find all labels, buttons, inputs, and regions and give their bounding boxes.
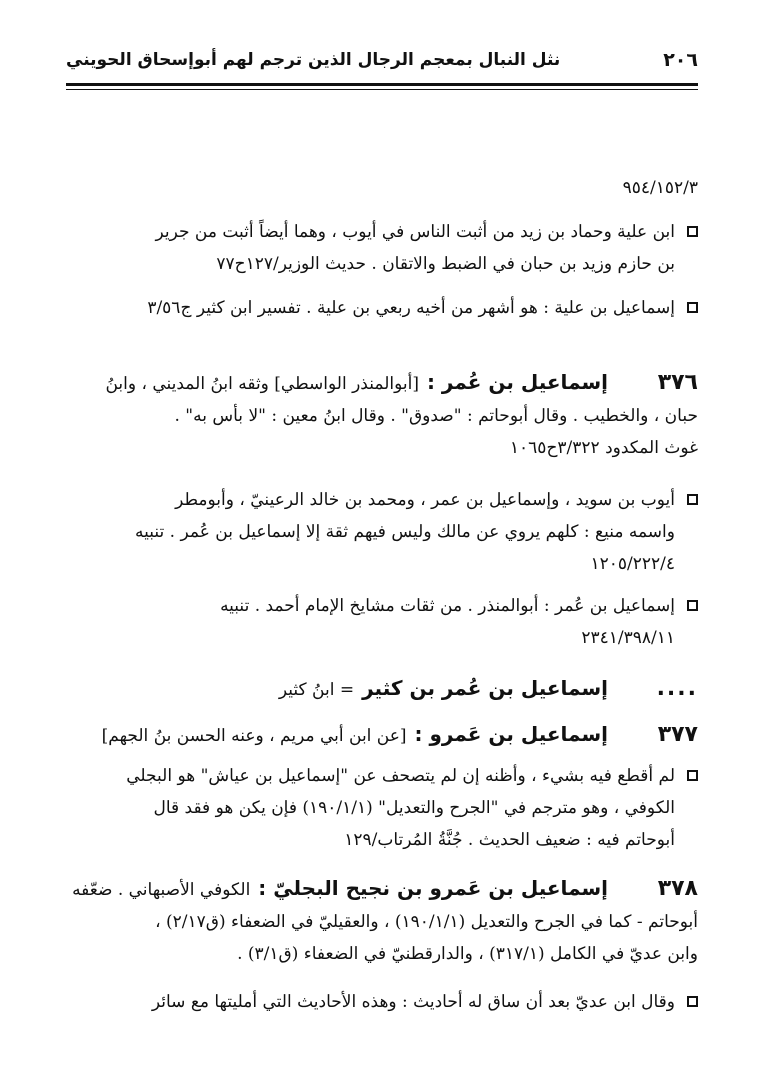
bullet-line: الكوفي ، وهو مترجم في "الجرح والتعديل" (١٩٠/١/١) فإن يكن هو فقد قال xyxy=(153,798,675,818)
entry-line: وابن عديّ في الكامل (٣١٧/١) ، والدارقطنيّ في الضعفاء (ق٣/١) . xyxy=(237,944,698,964)
entry-name: إسماعيل بن عُمر : xyxy=(426,370,608,394)
bullet-list-d xyxy=(66,986,698,1018)
entry-heading xyxy=(66,672,698,706)
entry-name: إسماعيل بن عَمرو : xyxy=(414,722,608,746)
entry-cross-reference xyxy=(66,672,698,706)
bullet-line: واسمه منيع : كلهم يروي عن مالك وليس فيهم ثقة إلا إسماعيل بن عُمر . تنبيه xyxy=(135,522,675,542)
entry-name: إسماعيل بن عُمر بن كثير xyxy=(362,676,608,700)
bullet-line: ٢٣٤١/٣٩٨/١١ xyxy=(581,628,675,648)
bullet-line: أيوب بن سويد ، وإسماعيل بن عمر ، ومحمد بن خالد الرعينيّ ، وأبومطر xyxy=(175,490,675,510)
bullet-line: ١٢٠٥/٢٢٢/٤ xyxy=(590,554,675,574)
bullet-line: بن حازم وزيد بن حبان في الضبط والاتقان . حديث الوزير/١٢٧ح٧٧ xyxy=(216,254,675,274)
square-bullet-icon xyxy=(687,770,698,781)
entry-378 xyxy=(66,872,698,970)
header-rule-thick xyxy=(66,83,698,86)
square-bullet-icon xyxy=(687,996,698,1007)
bullet-line: لم أقطع فيه بشيء ، وأظنه إن لم يتصحف عن "إسماعيل بن عياش" هو البجلي xyxy=(126,766,675,786)
bullet-list-b xyxy=(66,484,698,654)
bullet-item xyxy=(66,484,698,580)
bullet-item xyxy=(66,590,698,654)
square-bullet-icon xyxy=(687,494,698,505)
entry-description: الكوفي الأصبهاني . ضعّفه xyxy=(72,880,251,900)
entry-line: أبوحاتم - كما في الجرح والتعديل (١٩٠/١/١) ، والعقيليّ في الضعفاء (ق٢/١٧) ، xyxy=(155,912,698,932)
bullet-item xyxy=(66,986,698,1018)
bullet-item xyxy=(66,760,698,856)
header-rule-thin xyxy=(66,89,698,90)
bullet-list-a xyxy=(66,216,698,324)
bullet-item xyxy=(66,216,698,280)
book-title: نثل النبال بمعجم الرجال الذين ترجم لهم أبوإسحاق الحويني xyxy=(66,50,561,70)
bullet-line: وقال ابن عديّ بعد أن ساق له أحاديث : وهذه الأحاديث التي أمليتها مع سائر xyxy=(151,992,675,1012)
square-bullet-icon xyxy=(687,226,698,237)
square-bullet-icon xyxy=(687,302,698,313)
bullet-line: ابن علية وحماد بن زيد من أثبت الناس في أيوب ، وهما أيضاً أثبت من جرير xyxy=(155,222,675,242)
top-reference: ٩٥٤/١٥٢/٣ xyxy=(622,178,698,198)
entry-description: = ابنُ كثير xyxy=(278,680,355,700)
entry-number: ٣٧٦ xyxy=(657,370,698,395)
bullet-item xyxy=(66,292,698,324)
entry-line: غوث المكدود ٣/٣٢٢ح١٠٦٥ xyxy=(509,438,698,458)
bullet-list-c xyxy=(66,760,698,856)
entry-377 xyxy=(66,718,698,752)
entry-line: حبان ، والخطيب . وقال أبوحاتم : "صدوق" . وقال ابنُ معين : "لا بأس به" . xyxy=(174,406,698,426)
entry-name: إسماعيل بن عَمرو بن نجيح البجليّ : xyxy=(258,876,608,900)
entry-heading xyxy=(66,366,698,400)
square-bullet-icon xyxy=(687,600,698,611)
entry-number: ٣٧٨ xyxy=(657,876,698,901)
entry-number: ٣٧٧ xyxy=(657,722,698,747)
bullet-line: إسماعيل بن عُمر : أبوالمنذر . من ثقات مشايخ الإمام أحمد . تنبيه xyxy=(220,596,675,616)
entry-heading xyxy=(66,718,698,752)
entry-description: [عن ابن أبي مريم ، وعنه الحسن بنُ الجهم] xyxy=(101,726,407,746)
page-number: ٢٠٦ xyxy=(663,49,698,71)
entry-number: .... xyxy=(656,676,698,701)
running-header xyxy=(66,46,698,74)
entry-description: [أبوالمنذر الواسطي] وثقه ابنُ المديني ، وابنُ xyxy=(105,374,419,394)
entry-heading xyxy=(66,872,698,906)
top-reference-block xyxy=(66,172,698,204)
bullet-line: أبوحاتم فيه : ضعيف الحديث . جُنَّةُ المُرتاب/١٢٩ xyxy=(344,830,675,850)
bullet-line: إسماعيل بن علية : هو أشهر من أخيه ربعي بن علية . تفسير ابن كثير ج٣/٥٦ xyxy=(147,298,675,318)
entry-376 xyxy=(66,366,698,464)
